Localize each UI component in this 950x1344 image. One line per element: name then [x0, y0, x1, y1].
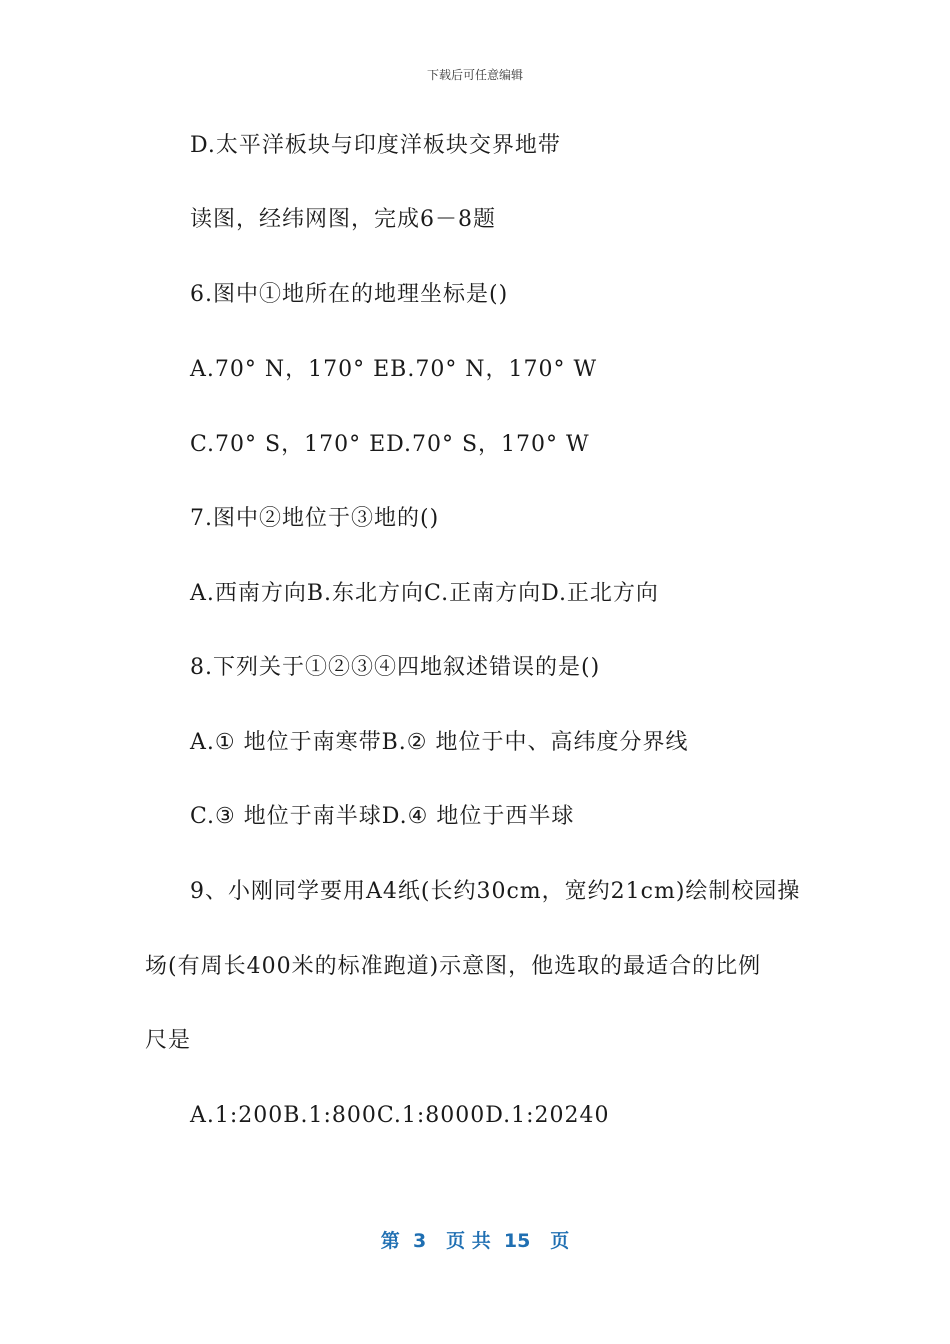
option-d-q5: D.太平洋板块与印度洋板块交界地带 — [190, 133, 561, 158]
instruction-line: 读图，经纬网图，完成6－8题 — [190, 207, 496, 232]
question-9-line-1: 9、小刚同学要用A4纸(长约30cm，宽约21cm)绘制校园操 — [190, 879, 801, 904]
question-8: 8.下列关于①②③④四地叙述错误的是() — [190, 655, 601, 680]
options-q6-ab: A.70° N，170° EB.70° N，170° W — [190, 357, 598, 382]
options-q9: A.1:200B.1:800C.1:8000D.1:20240 — [190, 1103, 610, 1128]
options-q8-cd: C.③ 地位于南半球D.④ 地位于西半球 — [190, 804, 575, 829]
header-note: 下载后可任意编辑 — [426, 68, 523, 82]
options-q8-ab: A.① 地位于南寒带B.② 地位于中、高纬度分界线 — [190, 730, 689, 755]
options-q6-cd: C.70° S，170° ED.70° S，170° W — [190, 432, 590, 457]
question-7: 7.图中②地位于③地的() — [190, 506, 440, 531]
question-9-line-2: 场(有周长400米的标准跑道)示意图，他选取的最适合的比例 — [145, 954, 762, 979]
question-9-line-3: 尺是 — [145, 1028, 192, 1053]
options-q7: A.西南方向B.东北方向C.正南方向D.正北方向 — [190, 581, 659, 606]
page-number-footer: 第 3 页 共 15 页 — [380, 1230, 570, 1252]
question-6: 6.图中①地所在的地理坐标是() — [190, 282, 509, 307]
